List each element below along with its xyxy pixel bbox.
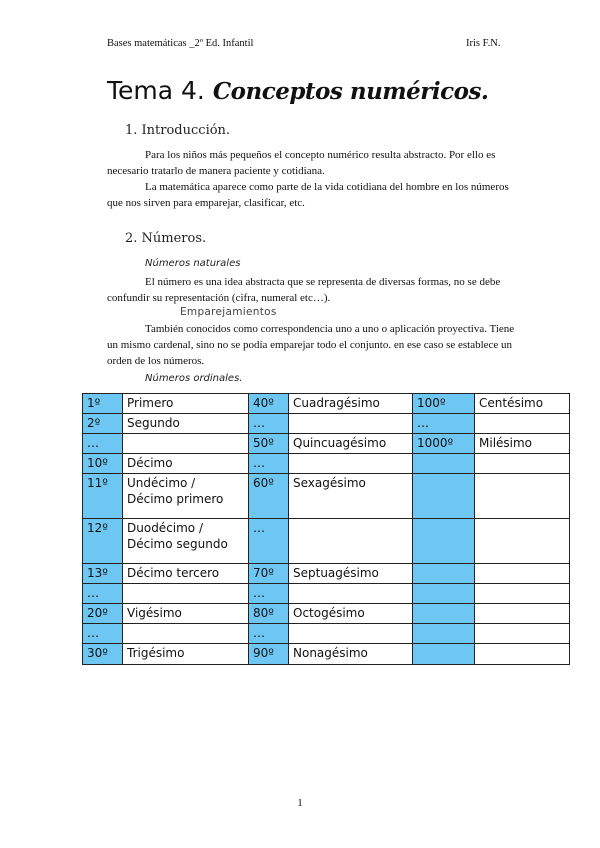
ordinal-name-cell: Cuadragésimo [289,394,413,414]
ordinal-name-cell [475,414,570,434]
table-row [83,454,570,474]
ordinal-number-cell [413,454,475,474]
ordinal-name-cell [289,414,413,434]
ordinal-name-cell: Segundo [123,414,249,434]
table-row [83,474,570,519]
ordinal-name-cell: Primero [123,394,249,414]
ordinal-number-cell: … [413,414,475,434]
ordinal-number-cell: 80º [249,604,289,624]
ordinal-name-cell [123,624,249,644]
ordinal-name-cell [475,584,570,604]
table-row [83,414,570,434]
section-heading: 1. Introducción. [125,123,231,138]
ordinal-number-cell: 30º [83,644,123,665]
ordinal-name-cell [475,564,570,584]
page-title [107,76,488,105]
ordinal-name-cell [289,584,413,604]
ordinal-name-cell [475,624,570,644]
ordinal-number-cell: … [249,624,289,644]
ordinal-number-cell: … [249,454,289,474]
page-number: 1 [297,797,303,809]
ordinal-number-cell: 70º [249,564,289,584]
table-row [83,624,570,644]
ordinal-number-cell: … [249,584,289,604]
ordinal-name-cell: Quincuagésimo [289,434,413,454]
ordinal-number-cell [413,624,475,644]
ordinal-name-cell [289,519,413,564]
paragraph: También conocidos como correspondencia uno a uno o aplicación proyectiva. Tiene un mismo cardenal, sino no se podía emparejar todo el conjunto. en ese caso se establece un orden de los números. [107,323,515,367]
ordinal-number-cell: 50º [249,434,289,454]
ordinal-name-cell [475,644,570,665]
ordinal-number-cell: 13º [83,564,123,584]
ordinal-number-cell: … [249,414,289,434]
ordinal-name-cell [475,454,570,474]
ordinal-name-cell: Sexagésimo [289,474,413,519]
subheading: Números naturales [145,258,241,269]
ordinal-name-cell [475,474,570,519]
ordinal-number-cell: 2º [83,414,123,434]
ordinal-name-cell [475,604,570,624]
ordinal-number-cell: 1000º [413,434,475,454]
ordinal-name-cell [123,584,249,604]
paragraph: Para los niños más pequeños el concepto numérico resulta abstracto. Por ello es necesario tratarlo de manera paciente y cotidiana. [107,149,496,177]
table-row [83,604,570,624]
ordinal-number-cell: 20º [83,604,123,624]
paragraph: La matemática aparece como parte de la vida cotidiana del hombre en los números que nos sirven para emparejar, clasificar, etc. [107,181,509,209]
title-prefix: Tema 4. [107,76,205,105]
ordinal-number-cell: 12º [83,519,123,564]
ordinal-number-cell: 1º [83,394,123,414]
ordinal-number-cell: 10º [83,454,123,474]
subheading: Emparejamientos [180,306,277,318]
ordinal-number-cell [413,584,475,604]
ordinal-number-cell: 11º [83,474,123,519]
ordinal-number-cell: 60º [249,474,289,519]
ordinal-number-cell: … [83,434,123,454]
ordinal-number-cell [413,564,475,584]
ordinal-number-cell: … [83,624,123,644]
table-row [83,519,570,564]
ordinal-name-cell [289,454,413,474]
section-heading: 2. Números. [125,231,207,246]
ordinal-name-cell: Décimo [123,454,249,474]
ordinal-number-cell [413,604,475,624]
ordinal-name-cell: Nonagésimo [289,644,413,665]
ordinal-name-cell: Undécimo / Décimo primero [123,474,249,519]
table-row [83,434,570,454]
title-main: Conceptos numéricos. [212,78,489,105]
paragraph: El número es una idea abstracta que se representa de diversas formas, no se debe confundir su representación (cifra, numeral etc…). [107,276,501,304]
ordinal-name-cell: Centésimo [475,394,570,414]
ordinal-name-cell [289,624,413,644]
ordinal-number-cell [413,519,475,564]
ordinal-name-cell: Vigésimo [123,604,249,624]
ordinal-name-cell [475,519,570,564]
ordinal-number-cell: 100º [413,394,475,414]
ordinal-name-cell: Duodécimo / Décimo segundo [123,519,249,564]
ordinals-table [82,393,570,665]
ordinal-name-cell: Milésimo [475,434,570,454]
ordinal-number-cell: … [249,519,289,564]
ordinal-name-cell: Octogésimo [289,604,413,624]
subheading: Números ordinales. [145,373,243,384]
header-right: Iris F.N. [466,38,501,49]
table-row [83,564,570,584]
ordinal-number-cell: 40º [249,394,289,414]
table-row [83,644,570,665]
table-row [83,394,570,414]
ordinal-number-cell: … [83,584,123,604]
ordinal-number-cell: 90º [249,644,289,665]
ordinal-number-cell [413,644,475,665]
ordinal-name-cell: Septuagésimo [289,564,413,584]
ordinal-name-cell: Décimo tercero [123,564,249,584]
table-row [83,584,570,604]
ordinal-number-cell [413,474,475,519]
ordinal-name-cell [123,434,249,454]
header-left: Bases matemáticas _2º Ed. Infantil [107,38,254,49]
ordinal-name-cell: Trigésimo [123,644,249,665]
